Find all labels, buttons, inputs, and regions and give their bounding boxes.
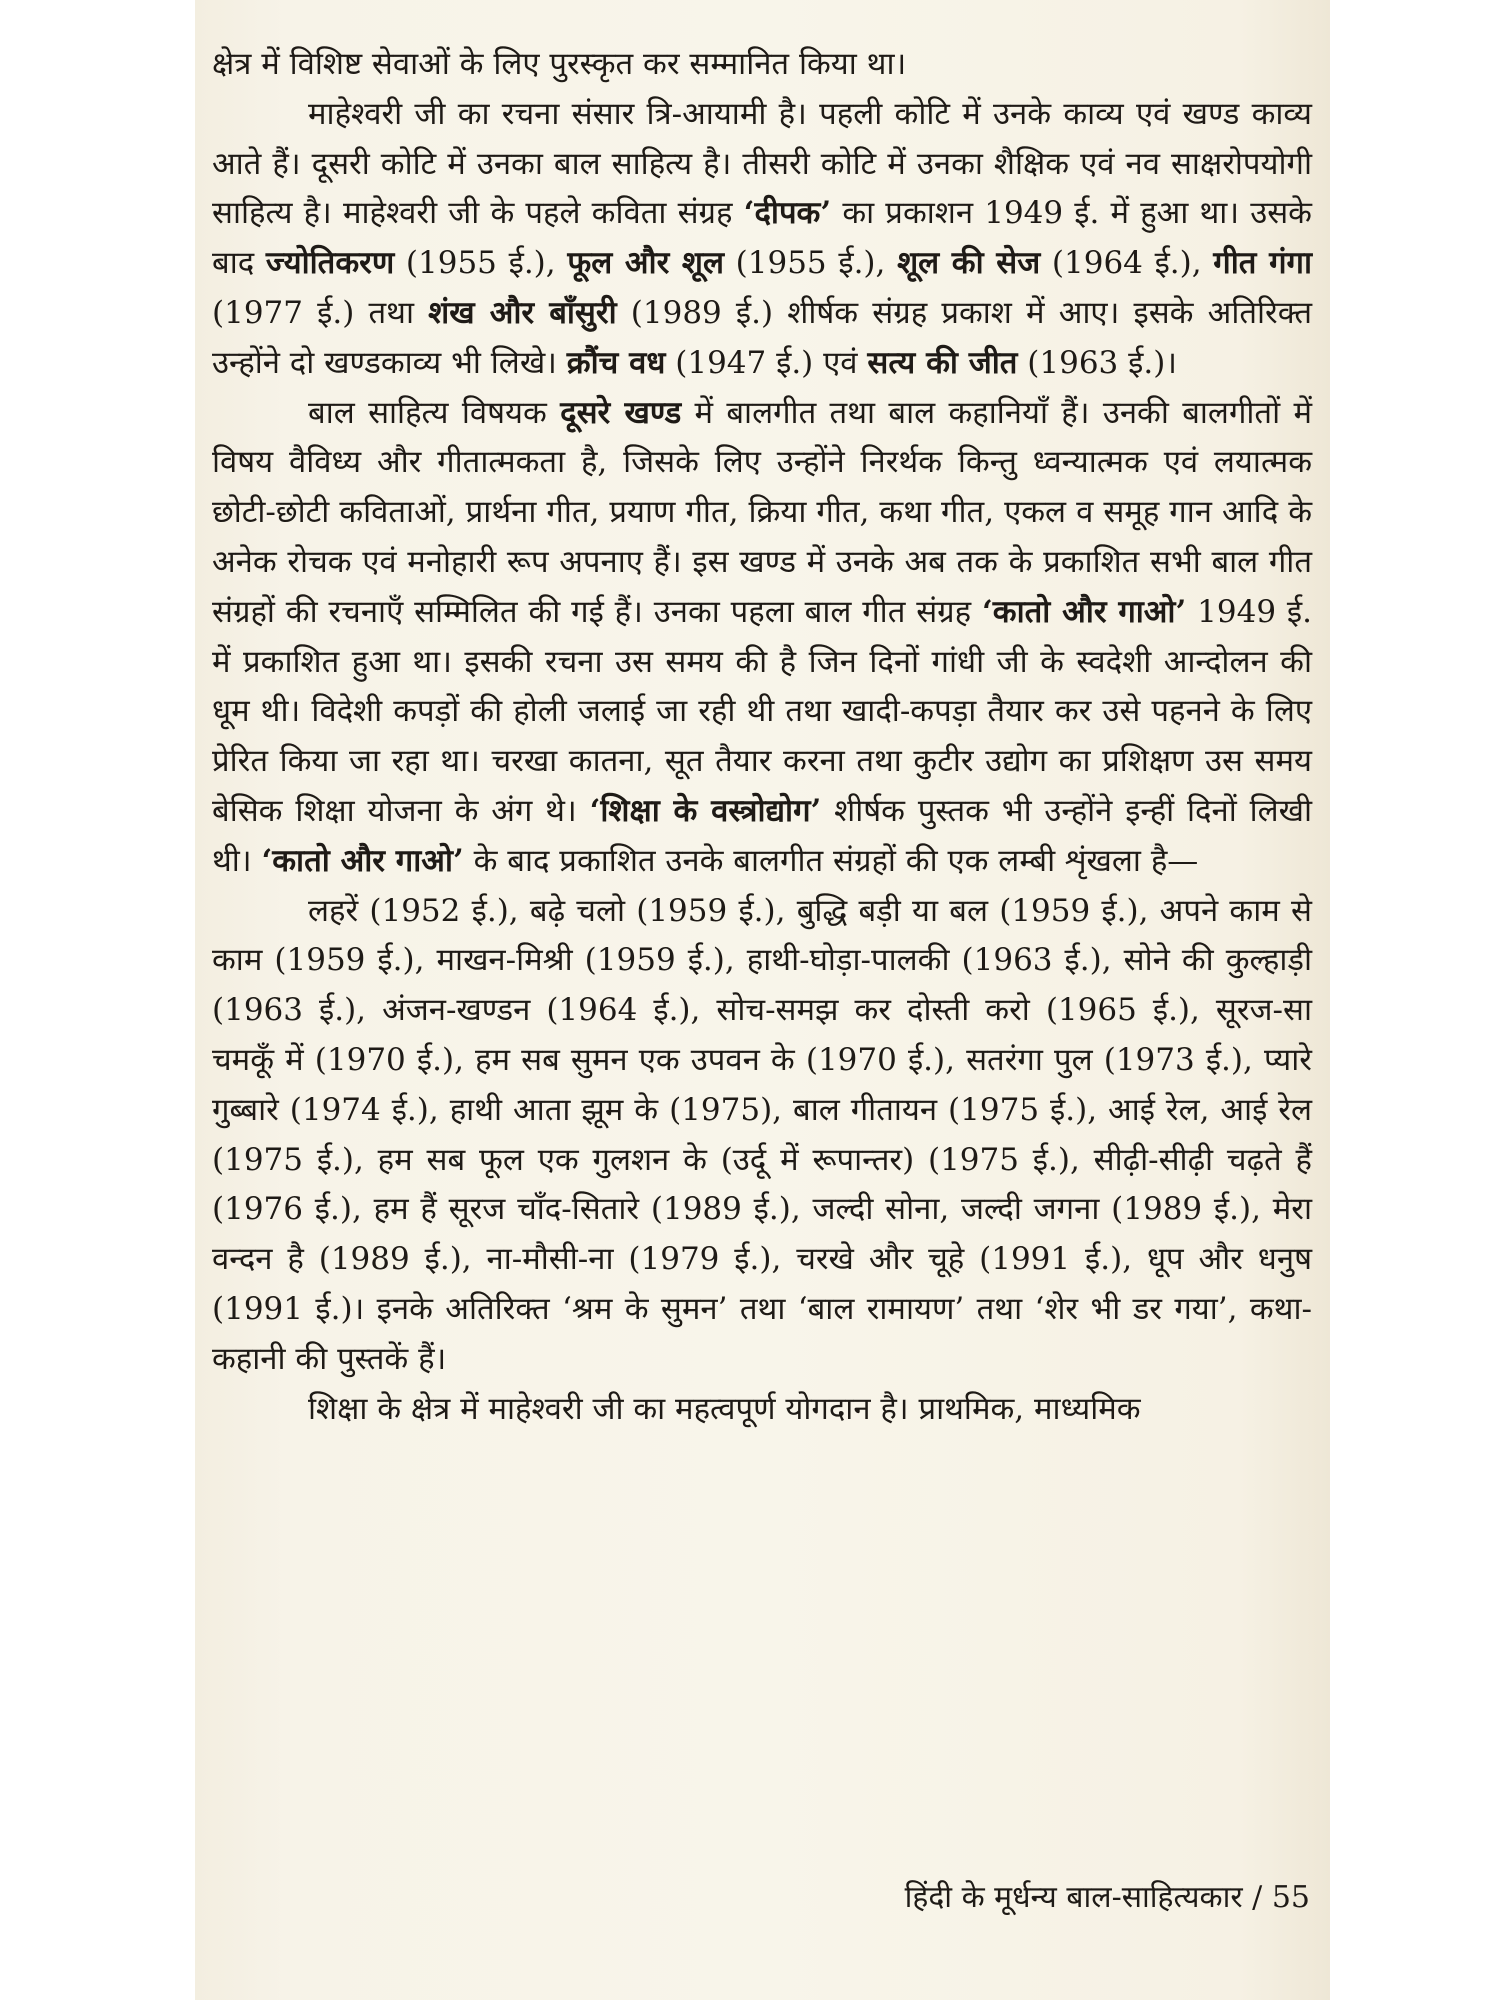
bold-title: सत्य की जीत (867, 344, 1018, 381)
paragraph-collection-list: लहरें (1952 ई.), बढ़े चलो (1959 ई.), बुद्धि बड़ी या बल (1959 ई.), अपने काम से काम (1959 ई.), माखन-मिश्री (1959 ई.), हाथी-घोड़ा-पालकी (1963 ई.), सोने की कुल्हाड़ी (1963 ई.), अंजन-खण्डन (1964 ई.), सोच-समझ कर दोस्ती करो (1965 ई.), सूरज-सा चमकूँ में (1970 ई.), हम सब सुमन एक उपवन के (1970 ई.), सतरंगा पुल (1973 ई.), प्यारे गुब्बारे (1974 ई.), हाथी आता झूम के (1975), बाल गीतायन (1975 ई.), आई रेल, आई रेल (1975 ई.), हम सब फूल एक गुलशन के (उर्दू में रूपान्तर) (1975 ई.), सीढ़ी-सीढ़ी चढ़ते हैं (1976 ई.), हम हैं सूरज चाँद-सितारे (1989 ई.), जल्दी सोना, जल्दी जगना (1989 ई.), मेरा वन्दन है (1989 ई.), ना-मौसी-ना (1979 ई.), चरखे और चूहे (1991 ई.), धूप और धनुष (1991 ई.)। इनके अतिरिक्त ‘श्रम के सुमन’ तथा ‘बाल रामायण’ तथा ‘शेर भी डर गया’, कथा-कहानी की पुस्तकें हैं। (212, 892, 1312, 1377)
bold-title: ‘दीपक’ (743, 195, 832, 232)
paragraph-continued: क्षेत्र में विशिष्ट सेवाओं के लिए पुरस्कृत कर सम्मानित किया था। (212, 46, 907, 82)
bold-title: ‘कातो और गाओ’ (261, 842, 464, 879)
bold-title: शूल की सेज (897, 245, 1041, 282)
bold-title: क्रौंच वध (566, 344, 666, 381)
paragraph-works-overview: माहेश्वरी जी का रचना संसार त्रि-आयामी है। पहली कोटि में उनके काव्य एवं खण्ड काव्य आते हैं। दूसरी कोटि में उनका बाल साहित्य है। तीसरी कोटि में उनका शैक्षिक एवं नव साक्षरोपयोगी साहित्य है। माहेश्वरी जी के पहले कविता संग्रह ‘दीपक’ का प्रकाशन 1949 ई. में हुआ था। उसके बाद ज्योतिकरण (1955 ई.), फूल और शूल (1955 ई.), शूल की सेज (1964 ई.), गीत गंगा (1977 ई.) तथा शंख और बाँसुरी (1989 ई.) शीर्षक संग्रह प्रकाश में आए। इसके अतिरिक्त उन्होंने दो खण्डकाव्य भी लिखे। क्रौंच वध (1947 ई.) एवं सत्य की जीत (1963 ई.)। (212, 95, 1313, 381)
paragraph-children-literature: बाल साहित्य विषयक दूसरे खण्ड में बालगीत तथा बाल कहानियाँ हैं। उनकी बालगीतों में विषय वैविध्य और गीतात्मकता है, जिसके लिए उन्होंने निरर्थक किन्तु ध्वन्यात्मक एवं लयात्मक छोटी-छोटी कविताओं, प्रार्थना गीत, प्रयाण गीत, क्रिया गीत, कथा गीत, एकल व समूह गान आदि के अनेक रोचक एवं मनोहारी रूप अपनाए हैं। इस खण्ड में उनके अब तक के प्रकाशित सभी बाल गीत संग्रहों की रचनाएँ सम्मिलित की गई हैं। उनका पहला बाल गीत संग्रह ‘कातो और गाओ’ 1949 ई. में प्रकाशित हुआ था। इसकी रचना उस समय की है जिन दिनों गांधी जी के स्वदेशी आन्दोलन की धूम थी। विदेशी कपड़ों की होली जलाई जा रही थी तथा खादी-कपड़ा तैयार कर उसे पहनने के लिए प्रेरित किया जा रहा था। चरखा कातना, सूत तैयार करना तथा कुटीर उद्योग का प्रशिक्षण उस समय बेसिक शिक्षा योजना के अंग थे। ‘शिक्षा के वस्त्रोद्योग’ शीर्षक पुस्तक भी उन्होंने इन्हीं दिनों लिखी थी। ‘कातो और गाओ’ के बाद प्रकाशित उनके बालगीत संग्रहों की एक लम्बी शृंखला है— (212, 394, 1313, 879)
bold-title: शंख और बाँसुरी (428, 294, 617, 331)
bold-title: ज्योतिकरण (265, 245, 395, 282)
bold-title: दूसरे खण्ड (560, 394, 682, 431)
page-body (212, 40, 1312, 1434)
bold-title: फूल और शूल (567, 245, 724, 282)
paragraph-education: शिक्षा के क्षेत्र में माहेश्वरी जी का महत्वपूर्ण योगदान है। प्राथमिक, माध्यमिक (308, 1390, 1141, 1427)
bold-title: ‘शिक्षा के वस्त्रोद्योग’ (589, 792, 822, 829)
bold-title: ‘कातो और गाओ’ (982, 593, 1187, 630)
bold-title: गीत गंगा (1213, 245, 1313, 282)
page-footer: हिंदी के मूर्धन्य बाल-साहित्यकार / 55 (904, 1880, 1310, 1915)
